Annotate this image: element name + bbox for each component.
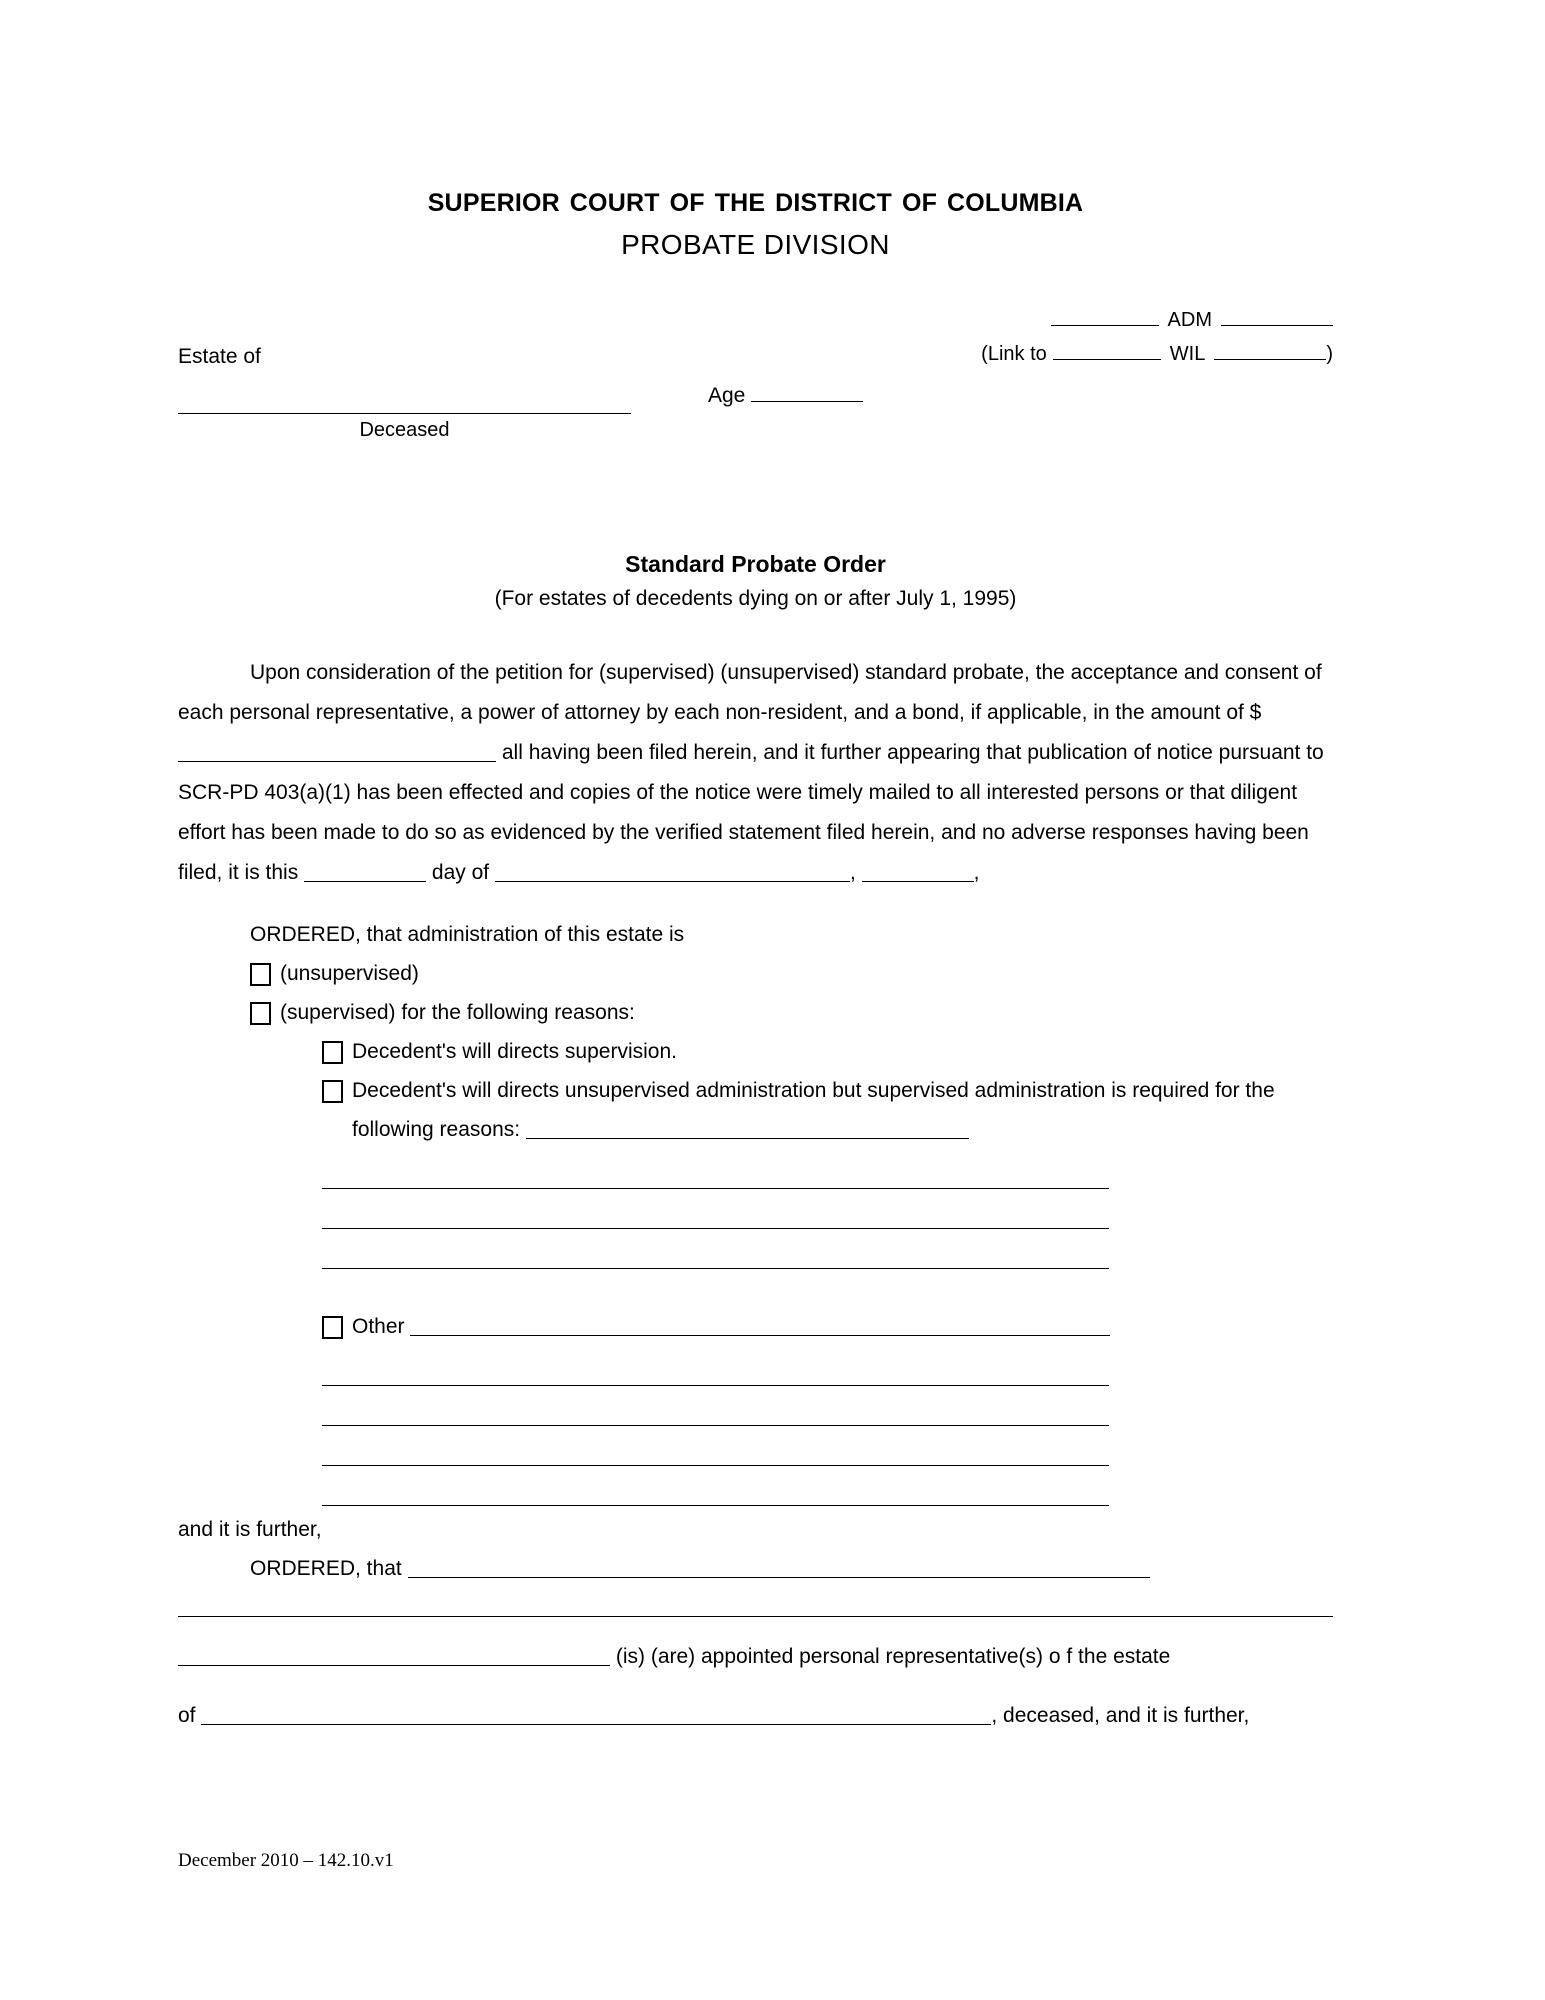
- adm-label: ADM: [1167, 308, 1212, 331]
- link-wil-blank[interactable]: [1053, 342, 1161, 360]
- appointment-text: (is) (are) appointed personal representative(s) o f the estate: [615, 1644, 1171, 1668]
- estate-of-closing-label: of: [178, 1703, 196, 1727]
- spacer: [178, 1426, 1333, 1464]
- spacer: [178, 1269, 1333, 1307]
- estate-decedent-blank[interactable]: [201, 1705, 991, 1725]
- other-text: Other: [352, 1314, 405, 1338]
- month-blank[interactable]: [495, 862, 850, 882]
- checkbox-other-icon[interactable]: [322, 1316, 343, 1339]
- option-other-label: [352, 1307, 1333, 1346]
- and-it-is-further-line: and it is further,: [178, 1517, 322, 1541]
- spacer: [178, 1229, 1333, 1267]
- page-content: [178, 0, 1333, 2000]
- checkbox-supervised-icon[interactable]: [250, 1002, 271, 1025]
- recital-text-part1: Upon consideration of the petition for (supervised) (unsupervised) standard probate, the acceptance and consent of each personal representative, a power of attorney by each non-resident, and a bond, if applicable, in the amount of $: [178, 660, 1322, 724]
- age-blank[interactable]: [751, 383, 863, 402]
- spacer: [178, 1189, 1333, 1227]
- spacer: [178, 1386, 1333, 1424]
- checkbox-will-directs-supervision-icon[interactable]: [322, 1041, 343, 1064]
- reasons-blank-inline[interactable]: [526, 1119, 969, 1139]
- ordered-that-label: ORDERED, that: [250, 1556, 402, 1580]
- reason-will-directs-unsupervised-row[interactable]: [178, 1071, 1333, 1149]
- option-unsupervised-label: (unsupervised): [280, 961, 419, 985]
- wil-label: WIL: [1169, 342, 1206, 365]
- age-field: [708, 383, 863, 408]
- option-supervised-row[interactable]: [178, 993, 1333, 1032]
- ordered-intro: ORDERED, that administration of this estate is: [250, 922, 685, 946]
- other-blank-inline[interactable]: [410, 1316, 1110, 1336]
- case-caption: [178, 303, 1333, 463]
- option-supervised-label: (supervised) for the following reasons:: [280, 1000, 635, 1024]
- reason-will-directs-unsupervised-label: [352, 1071, 1333, 1149]
- option-other-row[interactable]: [178, 1307, 1333, 1346]
- form-revision-footer: December 2010 – 142.10.v1: [178, 1850, 394, 1871]
- deceased-further-text: , deceased, and it is further,: [991, 1703, 1250, 1727]
- other-blank-line-4[interactable]: [322, 1504, 1109, 1506]
- reason-will-directs-supervision-row[interactable]: [178, 1032, 1333, 1071]
- bond-amount-blank[interactable]: [178, 742, 496, 762]
- adm-number-blank[interactable]: [1221, 308, 1333, 326]
- adm-row: [863, 303, 1333, 337]
- year-blank[interactable]: [862, 862, 974, 882]
- ordered-that-blank-line-2[interactable]: [178, 1615, 1333, 1617]
- spacer: [178, 1346, 1333, 1384]
- recital-text-part2: all having been filed herein, and it further appearing that publication of notice pursuant to SCR-PD 403(a)(1) has been effected and copies of the notice were timely mailed to all interested persons or that diligent effort has been made to do so as evidenced by the verified statement filed herein, and no adverse responses having been filed, it is this: [178, 740, 1324, 884]
- ordered-that-line: [178, 1549, 1333, 1588]
- option-unsupervised-row[interactable]: [178, 954, 1333, 993]
- decedent-name-blank[interactable]: [178, 413, 631, 414]
- checkbox-will-directs-unsupervised-icon[interactable]: [322, 1080, 343, 1103]
- estate-of-closing-line: [178, 1696, 1333, 1735]
- deceased-label: Deceased: [359, 418, 450, 441]
- day-blank[interactable]: [304, 862, 426, 882]
- representative-name-blank[interactable]: [178, 1646, 610, 1666]
- estate-of-label: Estate of: [178, 344, 261, 368]
- link-close-paren: ): [1326, 342, 1333, 365]
- comma-after-month: ,: [849, 860, 856, 884]
- wil-row: [863, 337, 1333, 371]
- checkbox-unsupervised-icon[interactable]: [250, 963, 271, 986]
- court-title: superior court of the district of columbia: [427, 180, 1084, 219]
- division-title: PROBATE DIVISION: [621, 228, 890, 260]
- case-number-block: [863, 303, 1333, 371]
- reason-2-text: Decedent's will directs unsupervised administration but supervised administration is required for the following reasons:: [352, 1078, 1275, 1141]
- reason-will-directs-supervision-label: Decedent's will directs supervision.: [352, 1039, 677, 1063]
- link-adm-blank[interactable]: [1051, 308, 1159, 326]
- age-label: Age: [708, 383, 746, 407]
- spacer: [178, 1466, 1333, 1504]
- ordered-that-blank[interactable]: [408, 1558, 1150, 1578]
- appointment-line: [178, 1637, 1333, 1676]
- document-title: Standard Probate Order: [625, 550, 886, 577]
- ordered-administration-block: [178, 915, 1333, 1506]
- link-to-label: (Link to: [981, 342, 1047, 365]
- day-of-label: day of: [431, 860, 490, 884]
- spacer: [178, 1149, 1333, 1187]
- comma-after-year: ,: [973, 860, 980, 884]
- wil-number-blank[interactable]: [1214, 342, 1326, 360]
- recital-paragraph: [178, 653, 1333, 893]
- document-subtitle: (For estates of decedents dying on or after July 1, 1995): [494, 586, 1017, 610]
